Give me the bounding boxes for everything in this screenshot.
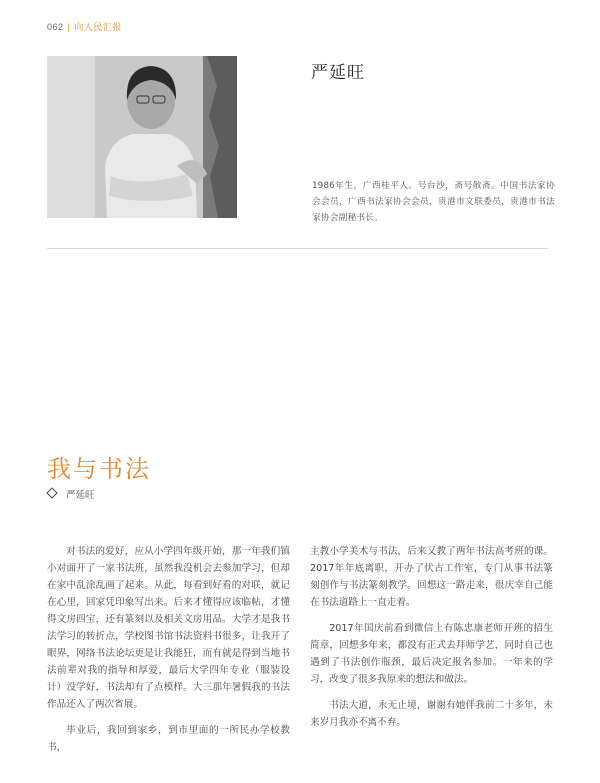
portrait-image xyxy=(47,56,237,218)
article-paragraph: 毕业后，我回到家乡，到市里面的一所民办学校教书， xyxy=(47,725,290,753)
article-title: 我与书法 xyxy=(47,455,151,483)
article-column-left xyxy=(47,543,290,765)
header-separator: | xyxy=(67,22,71,32)
byline-author: 严延旺 xyxy=(66,490,95,501)
author-name: 严延旺 xyxy=(311,63,365,83)
section-divider xyxy=(47,248,548,249)
article-paragraph: 主教小学美术与书法，后来又教了两年书法高考班的课。2017年年底离职，开办了伏古工作室，专门从事书法篆刻创作与书法篆刻教学。回想这一路走来，很庆幸自己能在书法道路上一直走着。 xyxy=(310,546,553,608)
article-paragraph: 2017年国庆前看到微信上有陈忠康老师开班的招生简章，回想多年来，都没有正式去拜师学艺，同时自己也遇到了书法创作瓶颈，最后决定报名参加。一年来的学习，改变了很多我原来的想法和做法。 xyxy=(310,623,553,685)
article-paragraph: 书法大道，永无止境，谢谢有她伴我前二十多年，未来岁月我亦不离不弃。 xyxy=(310,700,553,728)
page-number: 062 xyxy=(47,22,64,32)
article-paragraph: 对书法的爱好，应从小学四年级开始，那一年我们镇小对面开了一家书法班，虽然我没机会去参加学习，但却在家中乱涂乱画了起来。从此，每看到好看的对联，就记在心里，回家凭印象写出来。后来才懂得应该临帖，才懂得文房四宝，还有篆刻以及相关文房用品。大学才是我书法学习的转折点，学校图书馆书法资料书很多，让我开了眼界，网络书法论坛更是让我能狂，而有就是得到当地书法前辈对我的指导和厚爱，最后大学四年专业（服装设计）没学好，书法却有了点模样。大三那年暑假我的书法作品还入了两次省展。 xyxy=(47,546,290,710)
diamond-icon xyxy=(46,487,57,498)
author-portrait xyxy=(47,56,237,218)
section-title: 向人民汇报 xyxy=(74,22,122,32)
article-byline xyxy=(47,487,95,501)
author-bio: 1986年生，广西桂平人。号台沙，斋号散斋。中国书法家协会会员，广西书法家协会会员，贵港市文联委员，贵港市书法家协会副秘书长。 xyxy=(312,181,555,223)
article-column-right xyxy=(310,543,553,740)
page-header xyxy=(47,20,122,33)
